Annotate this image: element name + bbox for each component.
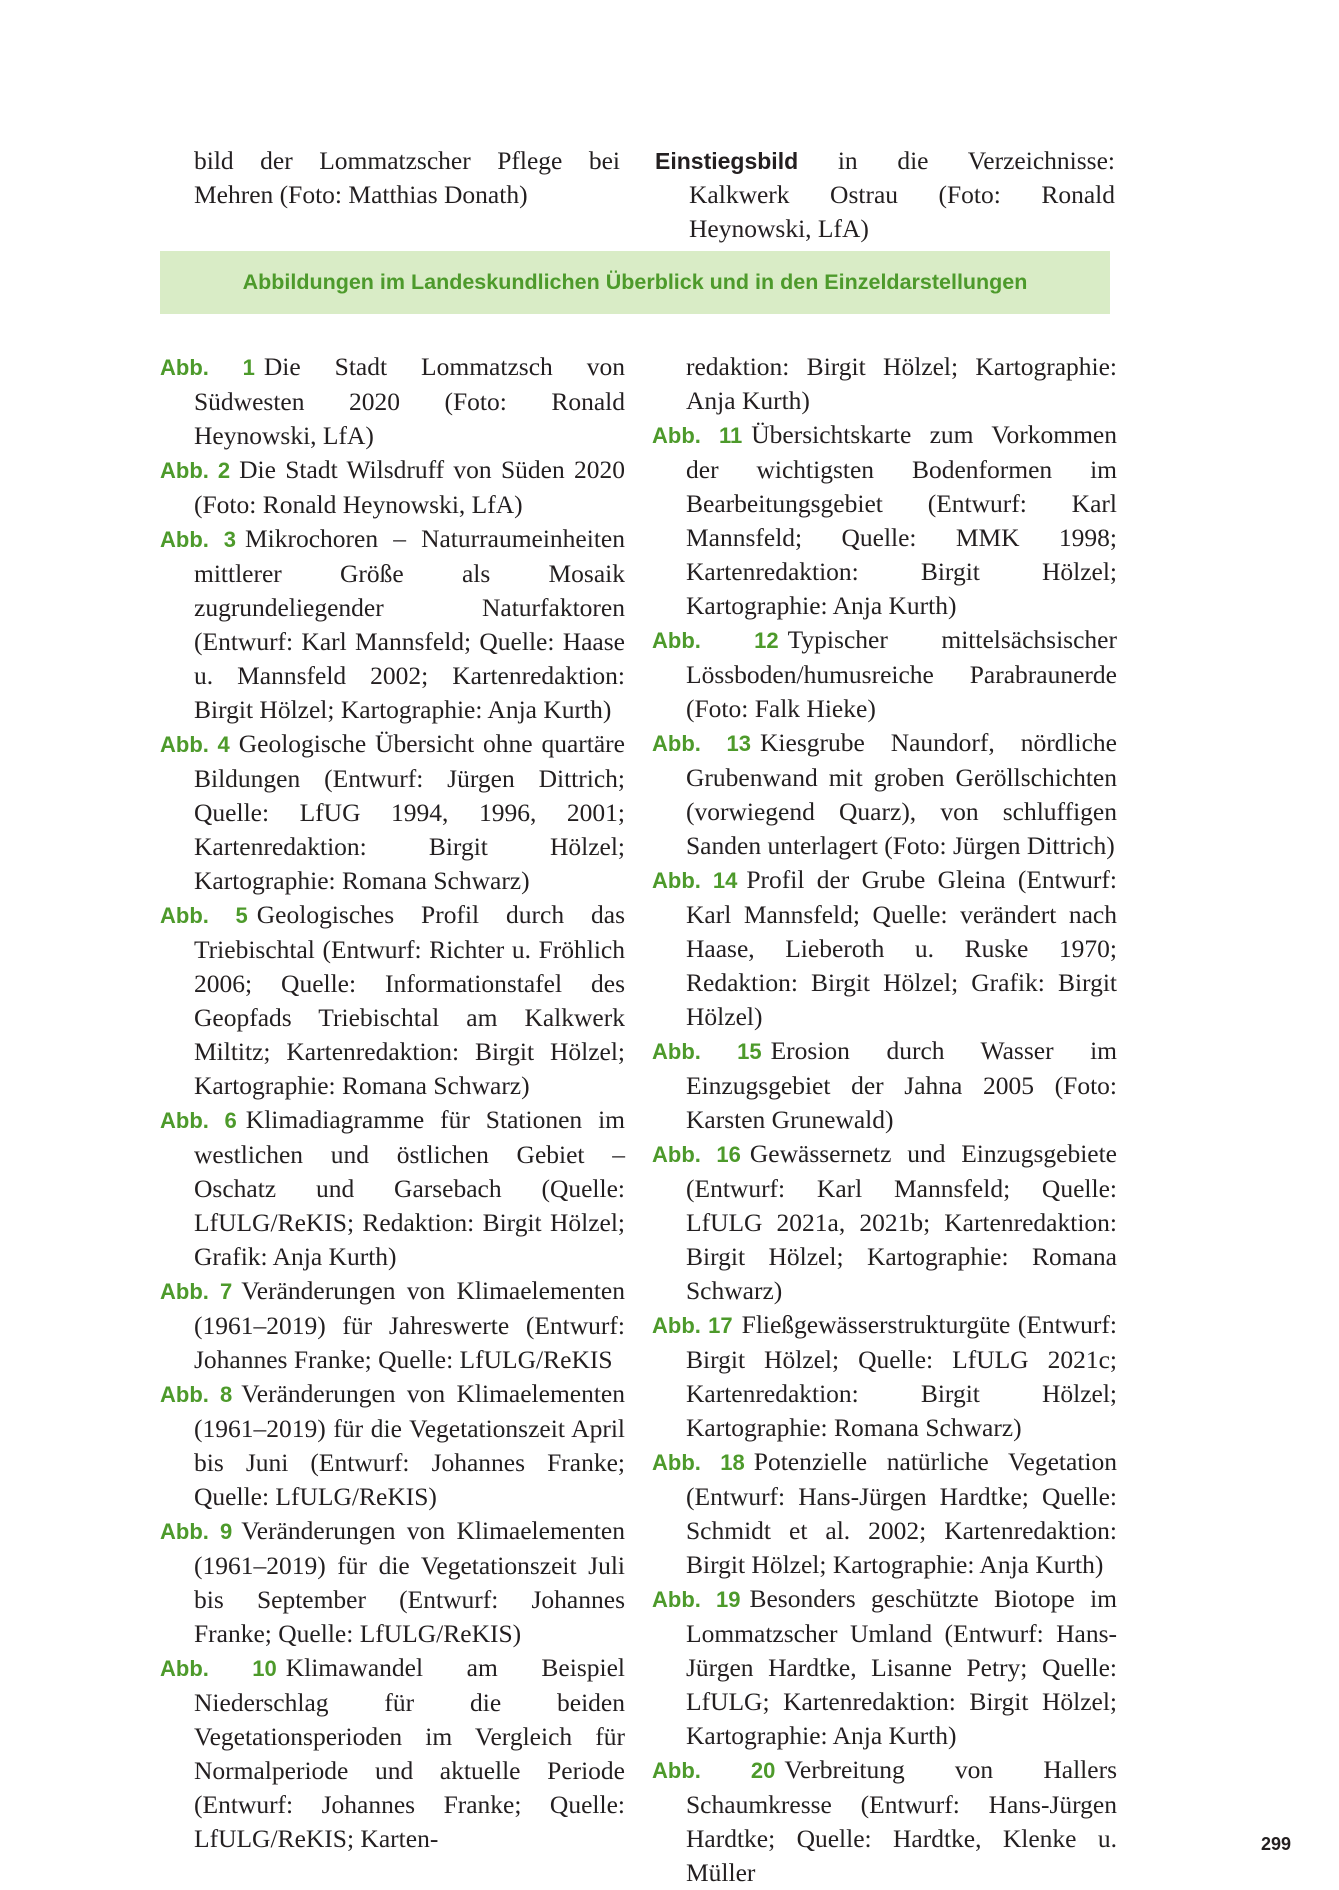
figure-caption: Mikrochoren – Naturraumeinheiten mittlerer Größe als Mosaik zugrundeliegender Naturfaktoren (Entwurf: Karl Mannsfeld; Quelle: Haase u. Mannsfeld 2002; Kartenredaktion: Birgit Hölzel; Kartographie: Anja Kurth) [194, 524, 625, 724]
figure-caption: Geologische Übersicht ohne quartäre Bildungen (Entwurf: Jürgen Dittrich; Quelle: LfUG 1994, 1996, 2001; Kartenredaktion: Birgit Hölzel; Kartographie: Romana Schwarz) [194, 729, 625, 895]
list-item [652, 1753, 1117, 1890]
figure-label: Abb. 9 [160, 1519, 233, 1544]
figure-list-left-column [160, 350, 625, 1856]
list-item [160, 1377, 625, 1514]
list-item [652, 1308, 1117, 1445]
list-item [160, 898, 625, 1103]
figure-caption: Die Stadt Lommatzsch von Südwesten 2020 (Foto: Ronald Heynowski, LfA) [194, 352, 625, 450]
caption-text [655, 144, 1115, 246]
list-item [652, 623, 1117, 726]
figure-label: Abb. 7 [160, 1279, 233, 1304]
list-item [160, 453, 625, 522]
list-item [160, 727, 625, 898]
figure-label: Abb. 4 [160, 732, 230, 757]
figure-caption: Gewässernetz und Einzugsgebiete (Entwurf: Karl Mannsfeld; Quelle: LfULG 2021a, 2021b; Kartenredaktion: Birgit Hölzel; Kartographie: Romana Schwarz) [686, 1139, 1118, 1305]
list-item [160, 1651, 625, 1856]
list-item [652, 1582, 1117, 1753]
section-header-band [160, 251, 1110, 314]
figure-caption: Kiesgrube Naundorf, nördliche Grubenwand mit groben Geröllschichten (vorwiegend Quarz), von schluffigen Sanden unterlagert (Foto: Jürgen Dittrich) [686, 728, 1117, 860]
list-item [160, 1103, 625, 1274]
figure-label: Abb. 6 [160, 1108, 237, 1133]
figure-label: Abb. 14 [652, 868, 738, 893]
figure-label: Abb. 20 [652, 1758, 776, 1783]
figure-caption: Potenzielle natürliche Vegetation (Entwurf: Hans-Jürgen Hardtke; Quelle: Schmidt et al. 2002; Kartenredaktion: Birgit Hölzel; Kartographie: Anja Kurth) [686, 1447, 1117, 1579]
list-item [652, 726, 1117, 863]
figure-label: Abb. 11 [652, 423, 743, 448]
figure-caption: Veränderungen von Klimaelementen (1961–2019) für die Vegetationszeit Juli bis September (Entwurf: Johannes Franke; Quelle: LfULG/ReKIS) [194, 1516, 625, 1648]
figure-label: Abb. 8 [160, 1382, 233, 1407]
figure-caption: Verbreitung von Hallers Schaumkresse (Entwurf: Hans-Jürgen Hardtke; Quelle: Hardtke, Klenke u. Müller [686, 1755, 1118, 1887]
list-item [652, 1034, 1117, 1137]
page-number: 299 [1260, 1834, 1291, 1854]
figure-caption: Besonders geschützte Biotope im Lommatzscher Umland (Entwurf: Hans-Jürgen Hardtke, Lisanne Petry; Quelle: LfULG; Kartenredaktion: Birgit Hölzel; Kartographie: Anja Kurth) [686, 1584, 1117, 1750]
figure-label: Abb. 15 [652, 1039, 762, 1064]
list-item [652, 1137, 1117, 1308]
caption-lead: Einstiegsbild [655, 148, 799, 174]
caption-einstiegsbild [655, 144, 1115, 246]
figure-caption: Klimadiagramme für Stationen im westlichen und östlichen Gebiet – Oschatz und Garsebach (Quelle: LfULG/ReKIS; Redaktion: Birgit Hölzel; Grafik: Anja Kurth) [194, 1105, 625, 1271]
figure-label: Abb. 1 [160, 355, 255, 380]
caption-body: in die Verzeichnisse: Kalkwerk Ostrau (Foto: Ronald Heynowski, LfA) [689, 146, 1115, 243]
figure-label: Abb. 12 [652, 628, 779, 653]
figure-caption: Übersichtskarte zum Vorkommen der wichtigsten Bodenformen im Bearbeitungsgebiet (Entwurf: Karl Mannsfeld; Quelle: MMK 1998; Kartenredaktion: Birgit Hölzel; Kartographie: Anja Kurth) [686, 420, 1118, 620]
figure-label: Abb. 13 [652, 731, 751, 756]
figure-caption: Profil der Grube Gleina (Entwurf: Karl Mannsfeld; Quelle: verändert nach Haase, Lieberoth u. Ruske 1970; Redaktion: Birgit Hölzel; Grafik: Birgit Hölzel) [686, 865, 1117, 1031]
list-item [160, 1514, 625, 1651]
caption-continuation-left [160, 144, 620, 212]
figure-list-right-column [652, 350, 1117, 1890]
figure-caption: Die Stadt Wilsdruff von Süden 2020 (Foto: Ronald Heynowski, LfA) [194, 455, 625, 519]
caption-text: bild der Lommatzscher Pflege bei Mehren (Foto: Matthias Donath) [194, 146, 620, 209]
list-item [652, 863, 1117, 1034]
figure-label: Abb. 2 [160, 458, 231, 483]
figure-label: Abb. 5 [160, 903, 248, 928]
figure-label: Abb. 10 [160, 1656, 277, 1681]
figure-caption: Klimawandel am Beispiel Niederschlag für die beiden Vegetationsperioden im Vergleich für Normalperiode und aktuelle Periode (Entwurf: Johannes Franke; Quelle: LfULG/ReKIS; Karten- [194, 1653, 625, 1853]
figure-label: Abb. 18 [652, 1450, 745, 1475]
list-item [652, 418, 1117, 623]
figure-caption: Erosion durch Wasser im Einzugsgebiet der Jahna 2005 (Foto: Karsten Grunewald) [686, 1036, 1117, 1134]
figure-label: Abb. 17 [652, 1313, 733, 1338]
list-item [160, 522, 625, 727]
list-item [160, 350, 625, 453]
figure-caption: Veränderungen von Klimaelementen (1961–2019) für Jahreswerte (Entwurf: Johannes Franke; Quelle: LfULG/ReKIS [194, 1276, 625, 1374]
list-item [652, 1445, 1117, 1582]
section-title: Abbildungen im Landeskundlichen Überblick und in den Einzeldarstellungen [242, 270, 1028, 294]
list-item-continuation: redaktion: Birgit Hölzel; Kartographie: Anja Kurth) [686, 352, 1117, 415]
figure-label: Abb. 19 [652, 1587, 741, 1612]
figure-label: Abb. 16 [652, 1142, 741, 1167]
figure-caption: Veränderungen von Klimaelementen (1961–2019) für die Vegetationszeit April bis Juni (Entwurf: Johannes Franke; Quelle: LfULG/ReKIS) [194, 1379, 625, 1511]
figure-caption: Typischer mittelsächsischer Lössboden/humusreiche Parabraunerde (Foto: Falk Hieke) [686, 625, 1117, 723]
list-item [160, 1274, 625, 1377]
figure-caption: Fließgewässerstrukturgüte (Entwurf: Birgit Hölzel; Quelle: LfULG 2021c; Kartenredaktion: Birgit Hölzel; Kartographie: Romana Schwarz) [686, 1310, 1117, 1442]
figure-label: Abb. 3 [160, 527, 236, 552]
figure-caption: Geologisches Profil durch das Triebischtal (Entwurf: Richter u. Fröhlich 2006; Quelle: Informationstafel des Geopfads Triebischtal am Kalkwerk Miltitz; Kartenredaktion: Birgit Hölzel; Kartographie: Romana Schwarz) [194, 900, 625, 1100]
